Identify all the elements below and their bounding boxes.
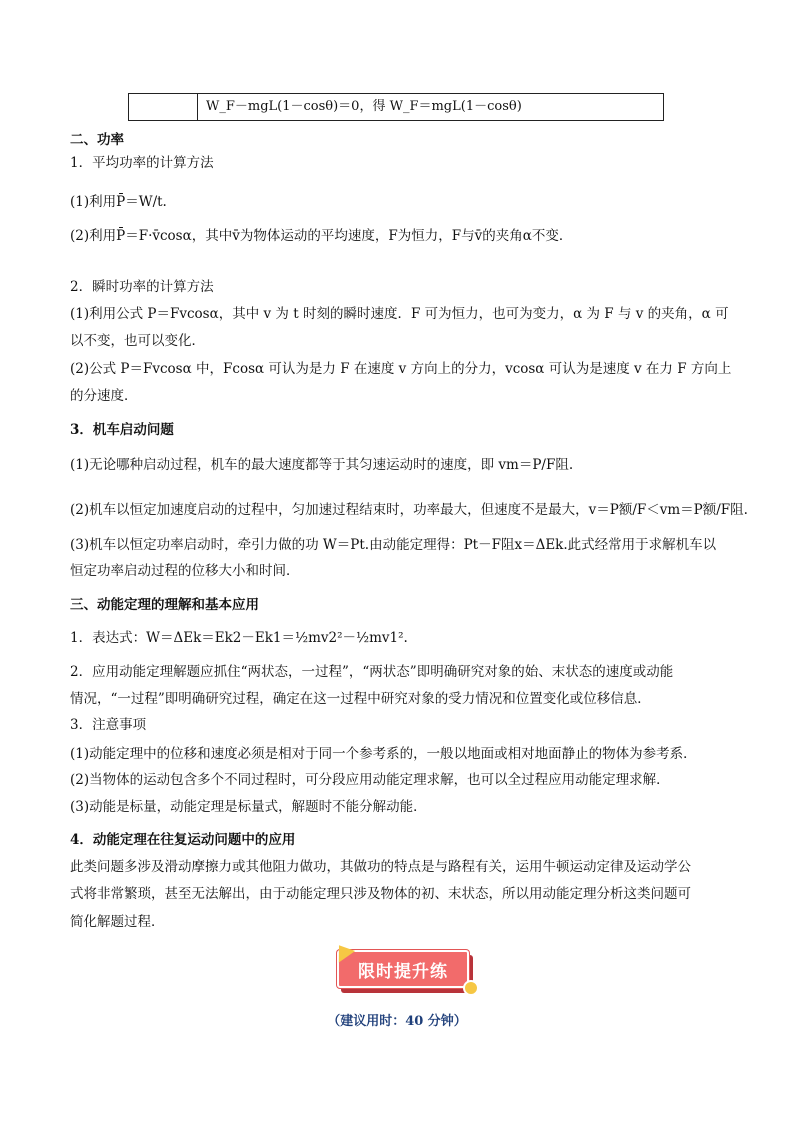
paragraph-line: (1)利用P̄＝W/t. [70,194,167,210]
paragraph-line: (1)无论哪种启动过程，机车的最大速度都等于其匀速运动时的速度，即 vm＝P/F阻. [70,457,574,473]
paragraph-line: 1．表达式：W＝ΔEk＝Ek2－Ek1＝½mv2²－½mv1². [70,630,408,646]
paragraph-line: 2．应用动能定理解题应抓住“两状态，一过程”，“两状态”即明确研究对象的始、末状态的速度或动能 [70,664,674,680]
paragraph-line: (1)动能定理中的位移和速度必须是相对于同一个参考系的，一般以地面或相对地面静止的物体为参考系． [70,746,697,762]
paragraph-line: 的分速度． [70,388,138,404]
paragraph-line: 恒定功率启动过程的位移大小和时间． [70,563,300,579]
table-cell-formula: W_F－mgL(1－cosθ)＝0，得 W_F＝mgL(1－cosθ) [206,99,522,114]
subheading-notes: 3．注意事项 [70,717,147,733]
suggested-time-note: （建议用时：40 分钟） [327,1014,467,1029]
section-heading-power: 二、功率 [70,132,124,148]
subheading-instant-power: 2．瞬时功率的计算方法 [70,279,214,295]
paragraph-line: 情况，“一过程”即明确研究过程，确定在这一过程中研究对象的受力情况和位置变化或位移信息． [70,691,651,707]
subheading-average-power: 1．平均功率的计算方法 [70,155,214,171]
paragraph-line: (1)利用公式 P＝Fvcosα，其中 v 为 t 时刻的瞬时速度．F 可为恒力，也可为变力，α 为 F 与 v 的夹角，α 可 [70,306,729,322]
paragraph-line: 式将非常繁琐，甚至无法解出，由于动能定理只涉及物体的初、末状态，所以用动能定理分析这类问题可 [70,886,691,902]
paragraph-line: 简化解题过程． [70,914,165,930]
badge-dot-decoration [463,980,479,996]
paragraph-line: (3)机车以恒定功率启动时，牵引力做的功 W＝Pt.由动能定理得：Pt－F阻x＝ΔEk.此式经常用于求解机车以 [70,537,717,553]
table-cell-empty [129,94,198,120]
table-row [128,93,664,121]
paragraph-line: (2)公式 P＝Fvcosα 中，Fcosα 可认为是力 F 在速度 v 方向上的分力，vcosα 可认为是速度 v 在力 F 方向上 [70,361,732,377]
paragraph-line: (2)利用P̄＝F·v̄cosα，其中v̄为物体运动的平均速度，F为恒力，F与v̄的夹角α不变． [70,228,573,244]
paragraph-line: (2)机车以恒定加速度启动的过程中，匀加速过程结束时，功率最大，但速度不是最大，v＝P额/F＜vm＝P额/F阻. [70,502,748,518]
paragraph-line: (2)当物体的运动包含多个不同过程时，可分段应用动能定理求解，也可以全过程应用动能定理求解． [70,772,670,788]
subheading-reciprocating-motion: 4．动能定理在往复运动问题中的应用 [70,832,296,848]
badge-label: 限时提升练 [337,950,469,988]
paragraph-line: (3)动能是标量，动能定理是标量式，解题时不能分解动能． [70,799,427,815]
subheading-vehicle-start: 3．机车启动问题 [70,422,174,438]
paragraph-line: 以不变，也可以变化． [70,333,205,349]
practice-badge [337,950,473,994]
paragraph-line: 此类问题多涉及滑动摩擦力或其他阻力做功，其做功的特点是与路程有关，运用牛顿运动定律及运动学公 [70,859,691,875]
section-heading-kinetic-energy: 三、动能定理的理解和基本应用 [70,597,259,613]
